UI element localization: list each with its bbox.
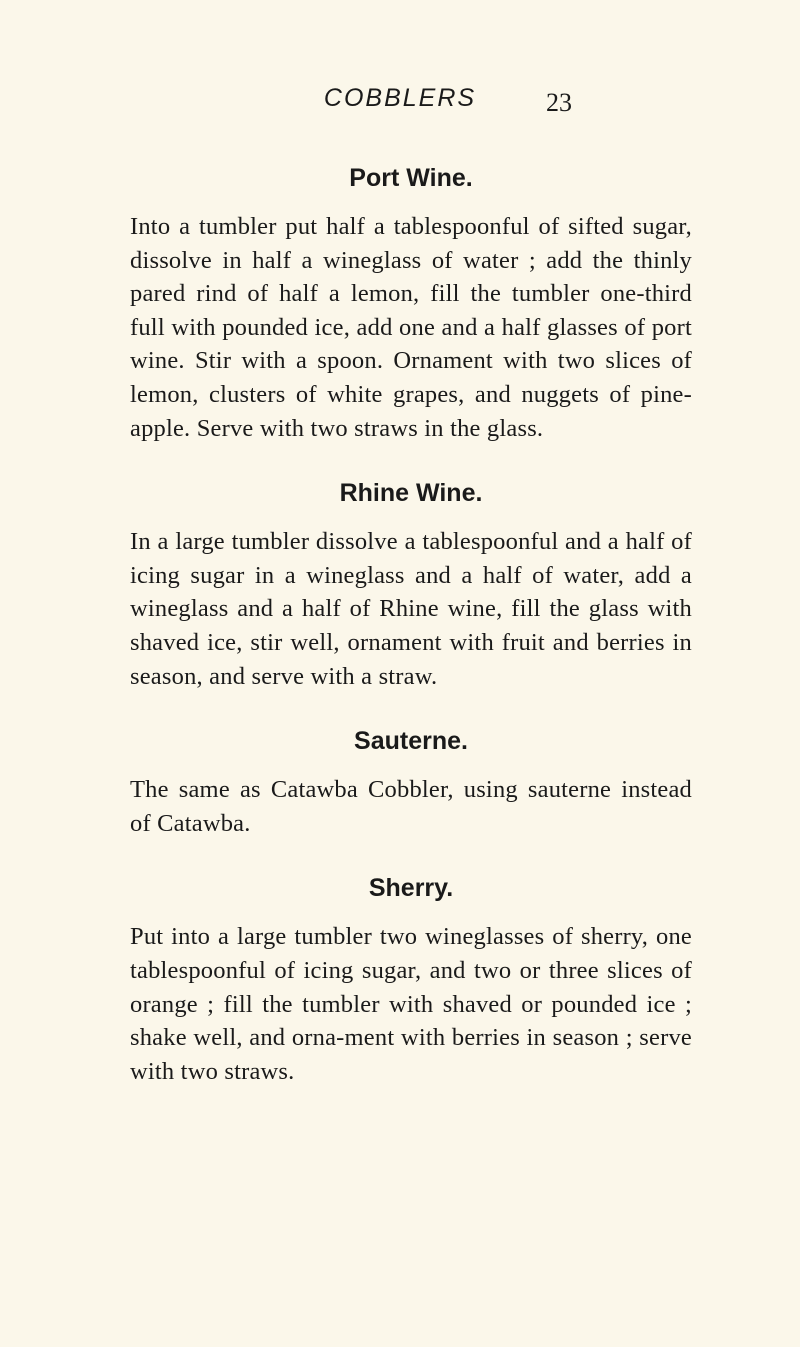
recipe-heading: Port Wine. — [349, 164, 473, 192]
recipe-port-wine — [130, 160, 692, 445]
recipe-body: In a large tumbler dissolve a tablespoonful and a half of icing sugar in a wineglass and a half of water, add a wineglass and a half of Rhine wine, fill the glass with shaved ice, stir well, ornament with fruit and berries in season, and serve with a straw. — [130, 528, 692, 690]
recipe-sauterne — [130, 723, 692, 840]
recipe-rhine-wine — [130, 475, 692, 693]
recipe-heading: Sauterne. — [354, 727, 468, 756]
recipe-sherry — [130, 870, 692, 1088]
running-title: COBBLERS — [323, 84, 477, 112]
running-head — [0, 84, 800, 124]
recipe-heading: Sherry. — [368, 874, 454, 903]
recipe-content — [130, 160, 692, 1088]
recipe-body: Put into a large tumbler two wineglasses of sherry, one tablespoonful of icing sugar, and two or three slices of orange ; fill the tumbler with shaved or pounded ice ; shake well, and orna-ment with berries in season ; serve with two straws. — [130, 923, 692, 1085]
recipe-body: The same as Catawba Cobbler, using sauterne instead of Catawba. — [130, 776, 692, 837]
page-number: 23 — [546, 88, 572, 117]
recipe-heading: Rhine Wine. — [339, 479, 483, 508]
recipe-body: Into a tumbler put half a tablespoonful of sifted sugar, dissolve in half a wineglass of water ; add the thinly pared rind of half a lemon, fill the tumbler one-third full with pounded ice, add one and a half glasses of port wine. Stir with a spoon. Ornament with two slices of lemon, clusters of white grapes, and nuggets of pine-apple. Serve with two straws in the glass. — [130, 213, 692, 442]
